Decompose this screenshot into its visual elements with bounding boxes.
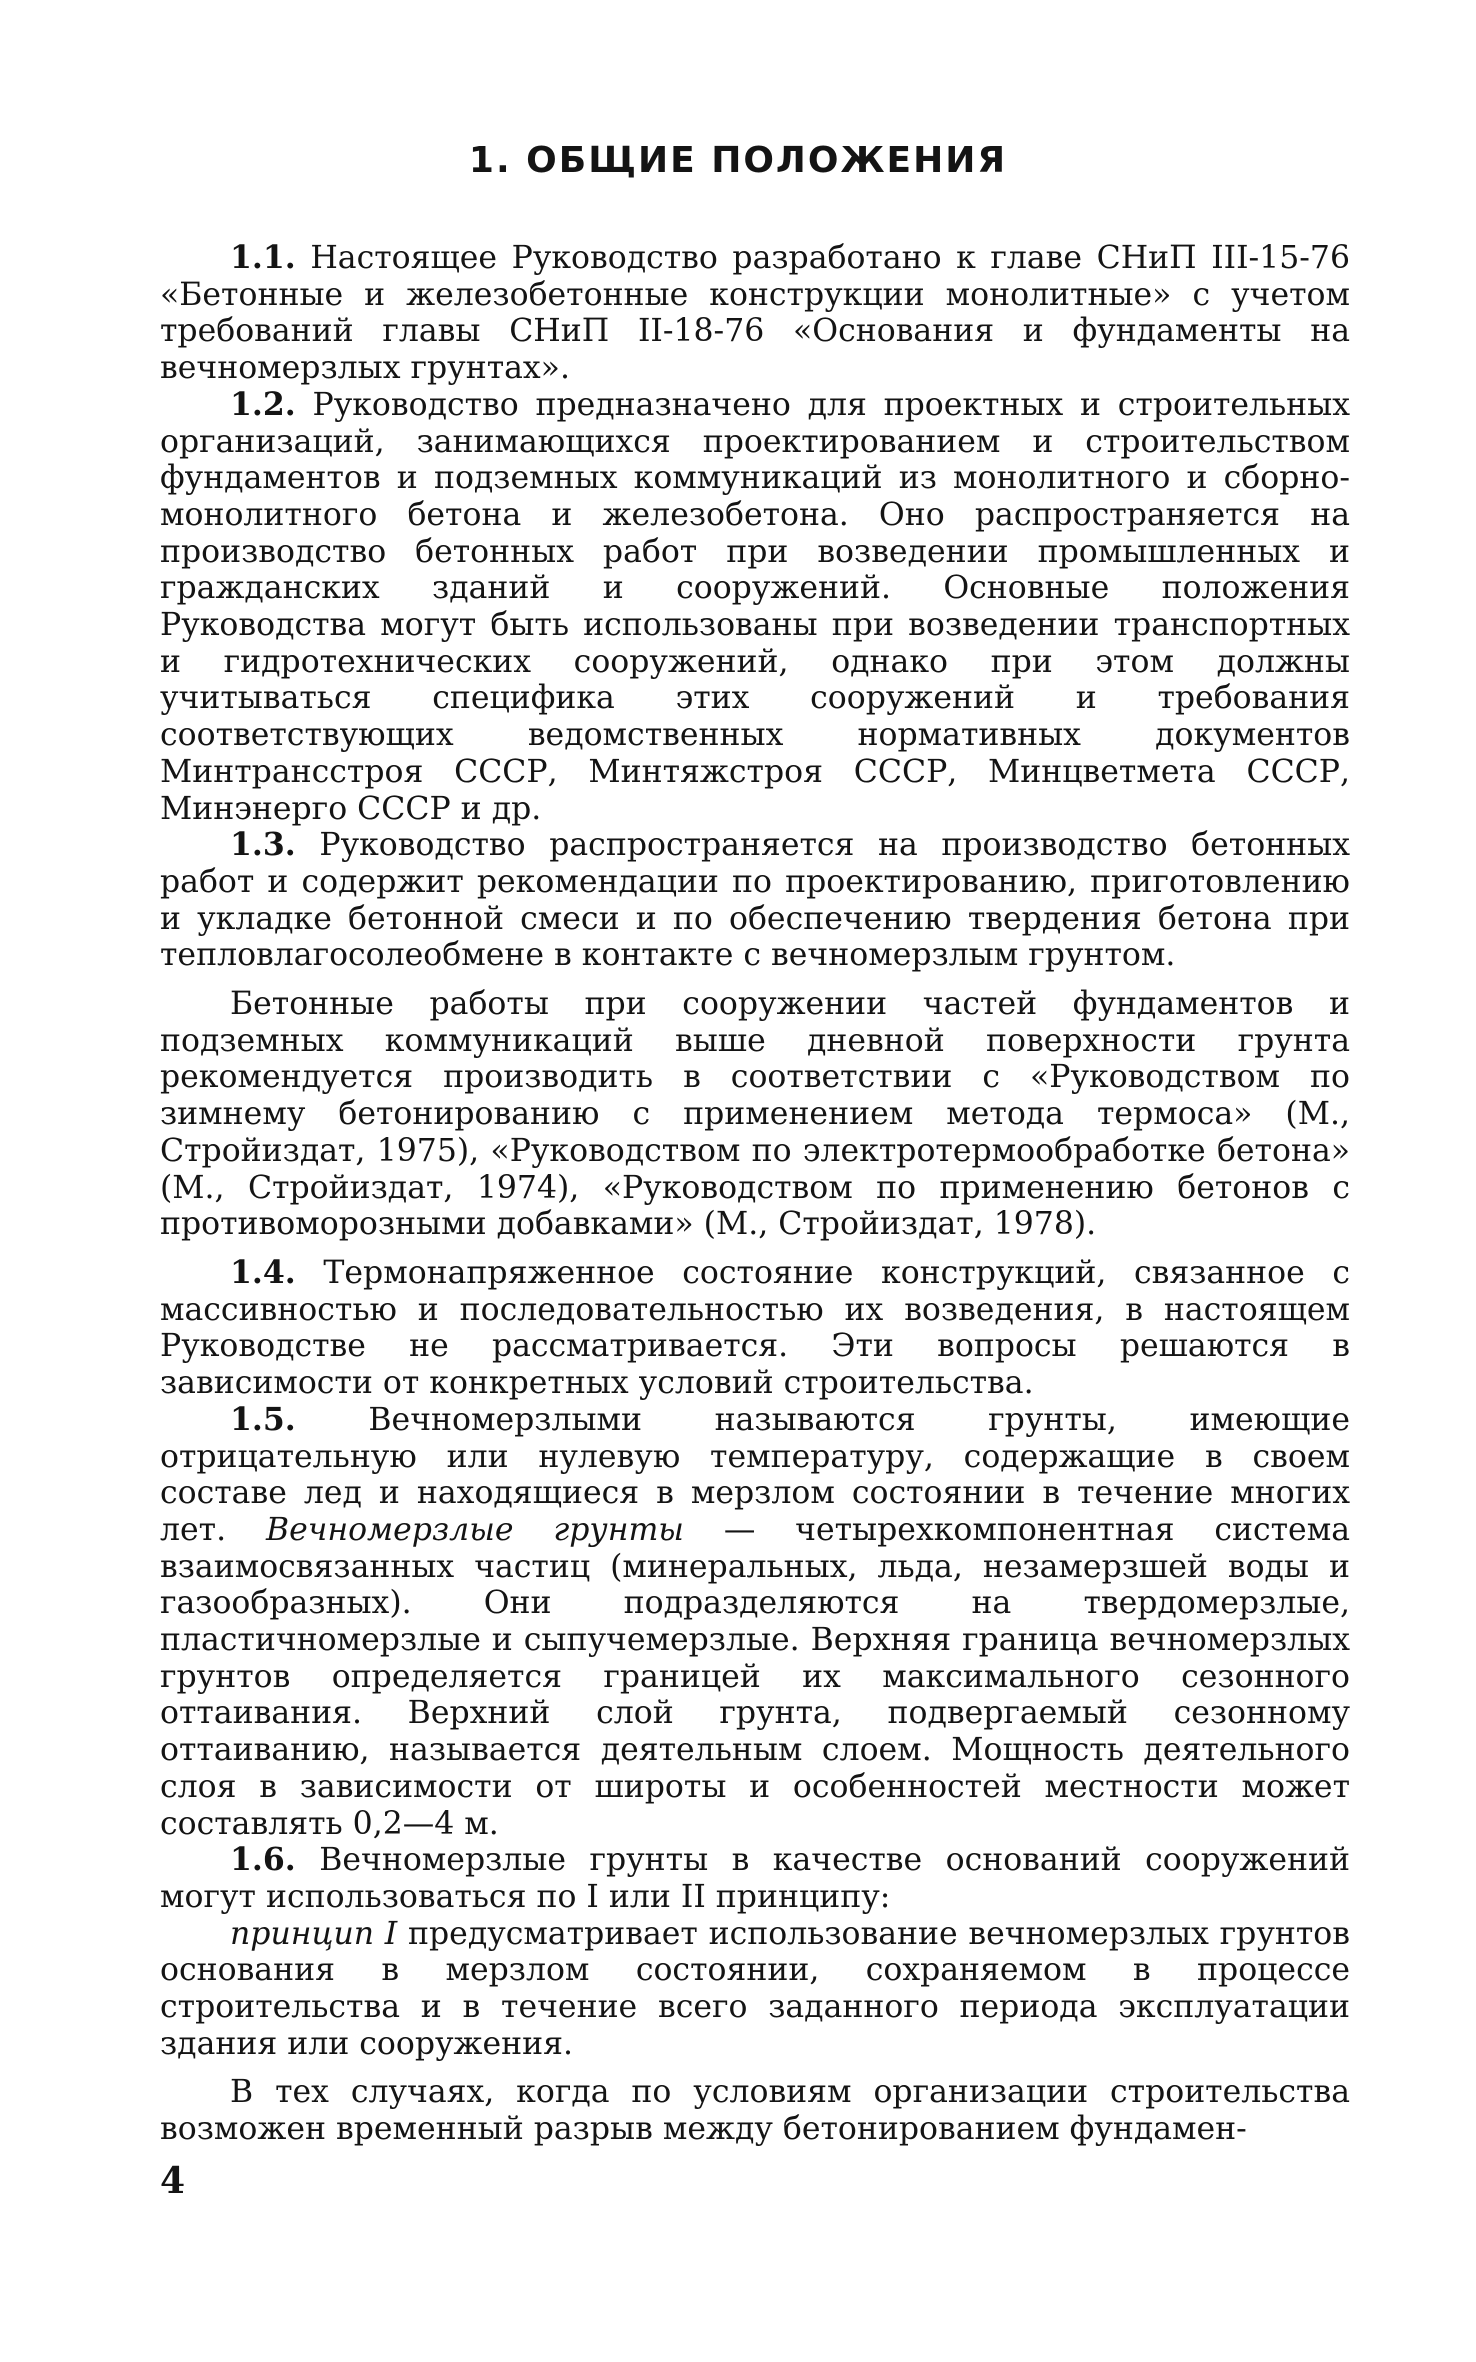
paragraph-1-1 — [160, 240, 1350, 387]
paragraph-text: Термонапряженное состояние конструкций, связанное с массивностью и последовательностью их возведения, в настоящем Руководстве не рассматривается. Эти вопросы решаются в зависимости от конкретных условий строительства. — [160, 1254, 1350, 1402]
paragraph-number: 1.2. — [230, 385, 296, 423]
paragraph-text: Руководство распространяется на производство бетонных работ и содержит рекомендации по проектированию, приготовлению и укладке бетонной смеси и по обеспечению твердения бетона при тепловлагосолеобмене в контакте с вечномерзлым грунтом. — [160, 827, 1350, 974]
paragraph-1-4 — [160, 1255, 1350, 1402]
paragraph-1-3-continued — [160, 986, 1350, 1243]
section-title: 1. ОБЩИЕ ПОЛОЖЕНИЯ — [468, 140, 1008, 181]
paragraph-text: Вечномерзлые грунты в качестве оснований сооружений могут использоваться по I или II принципу: — [160, 1842, 1350, 1915]
paragraph-number: 1.5. — [230, 1400, 296, 1438]
paragraph-1-6-principle — [160, 1916, 1350, 2063]
italic-term: Вечномерзлые грунты — [265, 1511, 684, 1548]
paragraph-text: В тех случаях, когда по условиям организации строительства возможен временный разрыв между бетонированием фундамен- — [160, 2074, 1350, 2148]
paragraph-1-6 — [160, 1842, 1350, 1915]
paragraph-number: 1.3. — [230, 826, 296, 864]
paragraph-text: Вечномерзлыми называются грунты, имеющие отрицательную или нулевую температуру, содержащие в своем составе лед и находящиеся в мерзлом состоянии в течение многих лет. — [160, 1401, 1350, 1548]
paragraph-1-6-continued — [160, 2074, 1350, 2147]
body-text — [160, 240, 1350, 2148]
paragraph-1-2 — [160, 387, 1350, 827]
paragraph-text: Бетонные работы при сооружении частей фундаментов и подземных коммуникаций выше дневной поверхности грунта рекомендуется производить в соответствии с «Руководством по зимнему бетонированию с применением метода термоса» (М., Стройиздат, 1975), «Руководством по электротермообработке бетона» (М., Стройиздат, 1974), «Руководством по применению бетонов с противоморозными добавками» (М., Стройиздат, 1978). — [160, 986, 1350, 1243]
italic-term: принцип I — [230, 1915, 398, 1952]
paragraph-1-5 — [160, 1402, 1350, 1842]
paragraph-number: 1.6. — [230, 1841, 296, 1879]
paragraph-1-3 — [160, 827, 1350, 974]
page-number: 4 — [160, 2160, 186, 2202]
paragraph-text: Настоящее Руководство разработано к главе СНиП III-15-76 «Бетонные и железобетонные конструкции монолитные» с учетом требований главы СНиП II-18-76 «Основания и фундаменты на вечномерзлых грунтах». — [160, 240, 1350, 387]
paragraph-number: 1.1. — [230, 239, 296, 276]
paragraph-text: — четырехкомпонентная система взаимосвязанных частиц (минеральных, льда, незамерзшей воды и газообразных). Они подразделяются на твердомерзлые, пластичномерзлые и сыпучемерзлые. Верхняя граница вечномерзлых грунтов определяется границей их максимального сезонного оттаивания. Верхний слой грунта, подвергаемый сезонному оттаиванию, называется деятельным слоем. Мощность деятельного слоя в зависимости от широты и особенностей местности может составлять 0,2—4 м. — [160, 1511, 1350, 1842]
paragraph-text: Руководство предназначено для проектных и строительных организаций, занимающихся проектированием и строительством фундаментов и подземных коммуникаций из монолитного и сборно-монолитного бетона и железобетона. Оно распространяется на производство бетонных работ при возведении промышленных и гражданских зданий и сооружений. Основные положения Руководства могут быть использованы при возведении транспортных и гидротехнических сооружений, однако при этом должны учитываться специфика этих сооружений и требования соответствующих ведомственных нормативных документов Минтрансстроя СССР, Минтяжстроя СССР, Минцветмета СССР, Минэнерго СССР и др. — [160, 386, 1350, 827]
paragraph-number: 1.4. — [230, 1253, 296, 1291]
paragraph-text: предусматривает использование вечномерзлых грунтов основания в мерзлом состоянии, сохраняемом в процессе строительства и в течение всего заданного периода эксплуатации здания или сооружения. — [160, 1915, 1350, 2062]
